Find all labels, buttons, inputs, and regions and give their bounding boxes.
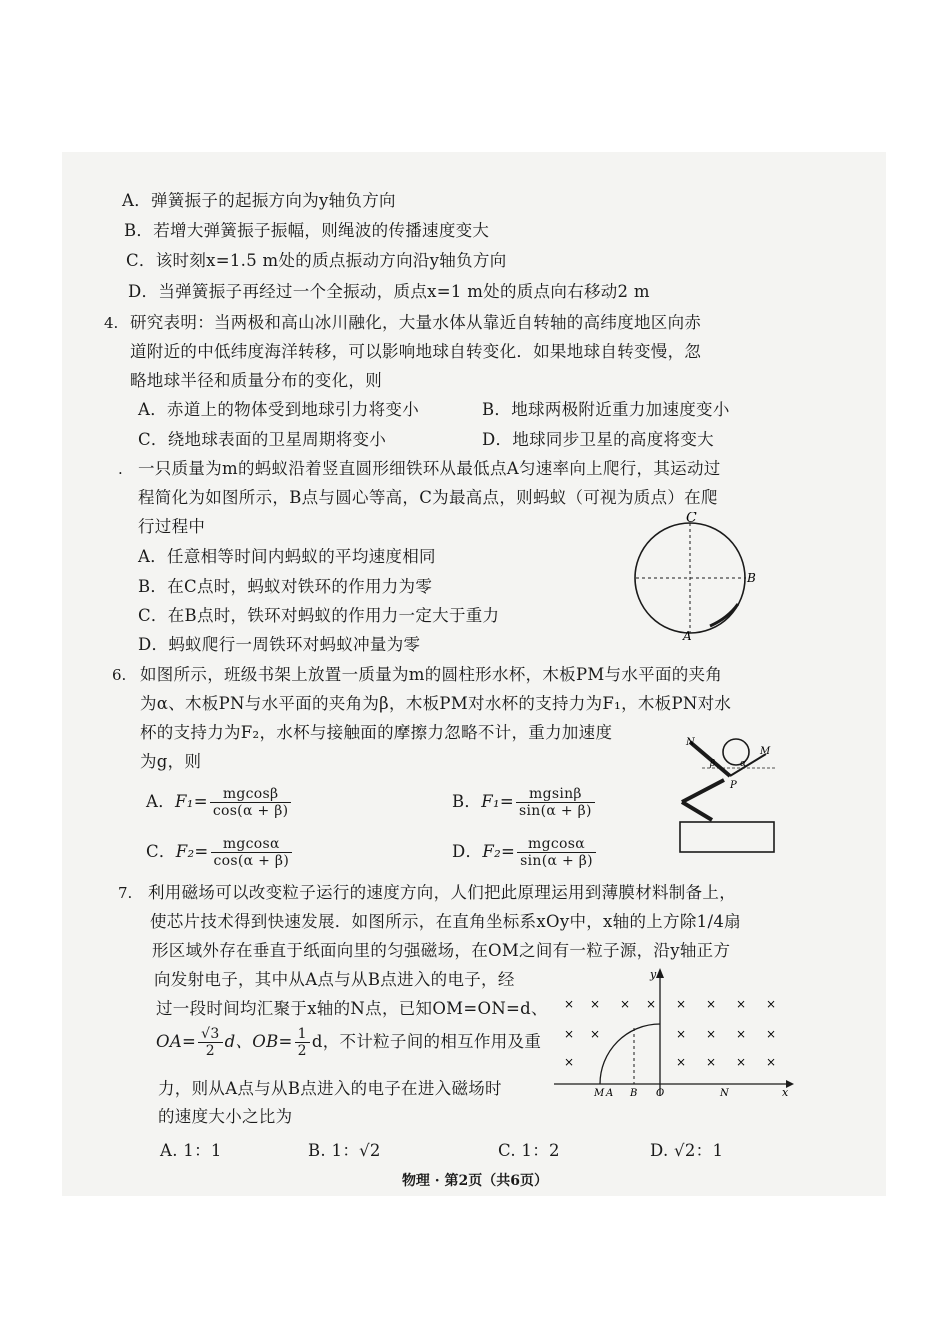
field-cross: × — [676, 1027, 687, 1041]
q7-stem-line6-tail: d，不计粒子间的相互作用及重 — [311, 1032, 542, 1051]
q6-option-d-numerator: mgcosα — [517, 836, 596, 853]
q6-option-b — [452, 786, 597, 819]
q7-option-d: D. √2：1 — [650, 1141, 724, 1160]
q7-stem-line7: 力，则从A点与从B点进入的电子在进入磁场时 — [158, 1079, 502, 1098]
q6-option-a — [146, 786, 293, 819]
point-a-label: A — [606, 1088, 614, 1099]
q7-option-c: C. 1：2 — [498, 1141, 560, 1160]
magnetic-field-figure — [550, 966, 794, 1100]
q6-option-a-denominator: cos(α + β) — [212, 803, 289, 819]
q7-stem-line6 — [156, 1026, 541, 1059]
q4-number: 4. — [104, 314, 119, 332]
q6-option-d-lhs: F₂= — [482, 842, 516, 861]
q7-oa-denominator: 2 — [205, 1043, 215, 1059]
point-n-label: N — [720, 1088, 729, 1099]
q7-option-b: B. 1：√2 — [308, 1141, 381, 1160]
q7-ob-denominator: 2 — [297, 1043, 307, 1059]
y-axis-label: y — [650, 968, 657, 981]
q7-stem-line5: 过一段时间均汇聚于x轴的N点，已知OM=ON=d、 — [156, 999, 548, 1018]
field-cross: × — [706, 1027, 717, 1041]
support-leg-lower — [682, 802, 712, 820]
q6-option-d-label: D． — [452, 842, 483, 861]
q7-stem-line3: 形区域外存在垂直于纸面向里的匀强磁场，在OM之间有一粒子源，沿y轴正方 — [152, 941, 731, 960]
q6-option-b-lhs: F₁= — [481, 792, 515, 811]
q6-option-c-label: C． — [146, 842, 176, 861]
q5-stem-line3: 行过程中 — [138, 517, 206, 536]
q6-option-c-numerator: mgcosα — [211, 836, 293, 853]
q4-option-b: B．地球两极附近重力加速度变小 — [482, 400, 730, 419]
q7-option-a: A. 1：1 — [160, 1141, 222, 1160]
point-c-label: C — [686, 512, 697, 526]
point-m-label: M — [594, 1088, 605, 1099]
field-cross: × — [766, 1055, 777, 1069]
ant-path — [710, 604, 738, 626]
q7-ob-label: d、OB= — [224, 1032, 293, 1051]
q4-stem-line1: 研究表明：当两极和高山冰川融化，大量水体从靠近自转轴的高纬度地区向赤 — [130, 313, 702, 332]
field-cross-marks — [564, 997, 776, 1069]
q6-option-b-denominator: sin(α + β) — [519, 803, 592, 819]
q5-number: . — [118, 460, 123, 478]
q7-ob-numerator: 1 — [295, 1026, 310, 1043]
q3-option-c: C．该时刻x=1.5 m处的质点振动方向沿y轴负方向 — [126, 251, 507, 270]
point-b-label: B — [747, 571, 756, 585]
field-cross: × — [706, 1055, 717, 1069]
q7-stem-line8: 的速度大小之比为 — [158, 1107, 293, 1126]
q6-option-b-numerator: mgsinβ — [516, 786, 595, 803]
q6-stem-line1: 如图所示，班级书架上放置一质量为m的圆柱形水杯，木板PM与水平面的夹角 — [140, 665, 723, 684]
x-axis-label: x — [782, 1086, 789, 1099]
label-p: P — [730, 780, 737, 791]
q6-option-c-fraction — [211, 836, 293, 869]
field-cross: × — [766, 1027, 777, 1041]
field-cross: × — [590, 1027, 601, 1041]
q7-stem-line2: 使芯片技术得到快速发展．如图所示，在直角坐标系xOy中，x轴的上方除1/4扇 — [150, 912, 741, 931]
q5-option-c: C．在B点时，铁环对蚂蚁的作用力一定大于重力 — [138, 606, 500, 625]
q6-option-a-lhs: F₁= — [175, 792, 208, 811]
field-cross: × — [590, 997, 601, 1011]
label-m: M — [760, 746, 771, 757]
ring-figure — [628, 512, 778, 642]
q3-option-d: D．当弹簧振子再经过一个全振动，质点x=1 m处的质点向右移动2 m — [128, 282, 650, 301]
q6-stem-line2: 为α、木板PN与水平面的夹角为β，木板PM对水杯的支持力为F₁，木板PN对水 — [140, 694, 732, 713]
q3-option-b: B．若增大弹簧振子振幅，则绳波的传播速度变大 — [124, 221, 490, 240]
q7-stem-line1: 利用磁场可以改变粒子运行的速度方向，人们把此原理运用到薄膜材料制备上， — [148, 883, 736, 902]
page-footer: 物理 · 第2页（共6页） — [401, 1173, 549, 1189]
field-cross: × — [676, 1055, 687, 1069]
point-a-label: A — [683, 629, 692, 642]
q7-oa-fraction — [198, 1026, 222, 1059]
support-leg-upper — [682, 780, 724, 802]
field-cross: × — [736, 997, 747, 1011]
q4-stem-line3: 略地球半径和质量分布的变化，则 — [130, 371, 382, 390]
q6-option-d — [452, 836, 598, 869]
q5-stem-line2: 程简化为如图所示，B点与圆心等高，C为最高点，则蚂蚁（可视为质点）在爬 — [138, 488, 718, 507]
q5-option-b: B．在C点时，蚂蚁对铁环的作用力为零 — [138, 577, 433, 596]
q6-stem-line4: 为g，则 — [140, 752, 202, 771]
q6-option-c-lhs: F₂= — [175, 842, 209, 861]
q4-stem-line2: 道附近的中低纬度海洋转移，可以影响地球自转变化．如果地球自转变慢，忽 — [130, 342, 702, 361]
label-beta: β — [710, 759, 716, 769]
field-cross: × — [620, 997, 631, 1011]
y-axis-arrow — [656, 968, 664, 978]
q6-option-a-label: A． — [146, 792, 176, 811]
q6-option-d-fraction — [517, 836, 596, 869]
q6-option-a-numerator: mgcosβ — [210, 786, 292, 803]
origin-label: O — [656, 1088, 665, 1099]
shelf-figure — [672, 732, 784, 856]
label-alpha: α — [740, 759, 747, 769]
q6-option-c — [146, 836, 294, 869]
q7-number: 7. — [118, 884, 133, 902]
q6-number: 6. — [112, 666, 127, 684]
label-n: N — [686, 737, 695, 748]
q5-stem-line1: 一只质量为m的蚂蚁沿着竖直圆形细铁环从最低点A匀速率向上爬行，其运动过 — [138, 459, 721, 478]
field-cross: × — [706, 997, 717, 1011]
q6-option-c-denominator: cos(α + β) — [213, 853, 290, 869]
q5-option-a: A．任意相等时间内蚂蚁的平均速度相同 — [138, 547, 436, 566]
q4-option-a: A．赤道上的物体受到地球引力将变小 — [138, 400, 420, 419]
sector-boundary-arc — [600, 1024, 660, 1084]
q4-option-c: C．绕地球表面的卫星周期将变小 — [138, 430, 387, 449]
q7-ob-fraction — [295, 1026, 310, 1059]
shelf-base — [680, 822, 774, 852]
field-cross: × — [676, 997, 687, 1011]
field-cross: × — [736, 1055, 747, 1069]
q6-option-b-label: B． — [452, 792, 482, 811]
q7-stem-line4: 向发射电子，其中从A点与从B点进入的电子，经 — [154, 970, 515, 989]
field-cross: × — [766, 997, 777, 1011]
field-cross: × — [736, 1027, 747, 1041]
q6-option-d-denominator: sin(α + β) — [520, 853, 593, 869]
field-cross: × — [564, 997, 575, 1011]
field-cross: × — [646, 997, 657, 1011]
q5-option-d: D．蚂蚁爬行一周铁环对蚂蚁冲量为零 — [138, 635, 421, 654]
q3-option-a: A．弹簧振子的起振方向为y轴负方向 — [122, 191, 396, 210]
q7-oa-numerator: √3 — [198, 1026, 222, 1043]
q7-oa-label: OA= — [156, 1032, 197, 1051]
field-cross: × — [564, 1027, 575, 1041]
q4-option-d: D．地球同步卫星的高度将变大 — [482, 430, 714, 449]
point-b-label: B — [630, 1088, 638, 1099]
q6-option-a-fraction — [210, 786, 292, 819]
q6-option-b-fraction — [516, 786, 595, 819]
field-cross: × — [564, 1055, 575, 1069]
q6-stem-line3: 杯的支持力为F₂，水杯与接触面的摩擦力忽略不计，重力加速度 — [140, 723, 613, 742]
